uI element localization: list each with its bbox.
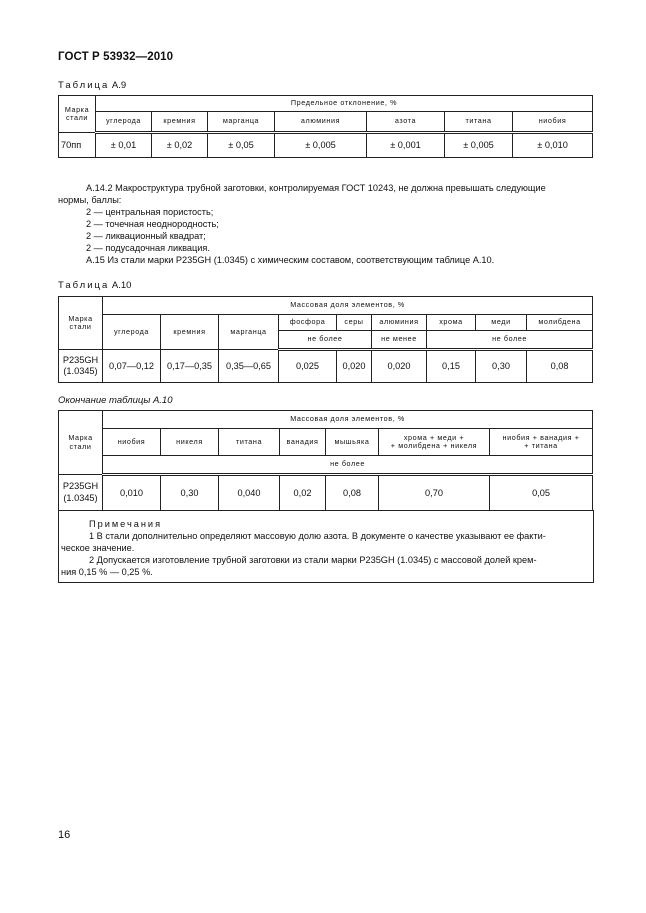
caption-word: Таблица: [58, 280, 110, 291]
table-cell: 0,02: [280, 475, 326, 511]
column-header: углерода: [96, 112, 152, 133]
column-header: меди: [476, 315, 527, 331]
table-cell: 0,07—0,12: [103, 350, 161, 383]
table-a10-end-caption: Окончание таблицы А.10: [58, 395, 173, 406]
mark-header: Марка стали: [59, 96, 96, 133]
table-cell: 0,040: [219, 475, 280, 511]
column-header: фосфора: [279, 315, 337, 331]
table-cell: 0,15: [427, 350, 476, 383]
table-cell: ± 0,005: [275, 133, 367, 158]
mark-header: Марка стали: [59, 411, 103, 475]
table-a9-caption: [58, 80, 126, 91]
list-item: 2 — ликвационный квадрат;: [86, 231, 206, 241]
mark-header: Марка стали: [59, 297, 103, 350]
table-cell: 0,35—0,65: [219, 350, 279, 383]
column-header: ванадия: [280, 429, 326, 456]
steel-grade-cell: 70пп: [59, 133, 96, 158]
column-header: ниобия: [513, 112, 593, 133]
note-2-cont: ния 0,15 % — 0,25 %.: [61, 567, 153, 577]
table-cell: 0,010: [103, 475, 161, 511]
column-header-sum: ниобия + ванадия + + титана: [490, 429, 593, 456]
table-cell: 0,020: [337, 350, 372, 383]
table-a9: [58, 95, 593, 158]
table-cell: 0,08: [326, 475, 379, 511]
column-header: ниобия: [103, 429, 161, 456]
table-a10: [58, 296, 593, 383]
list-item: 2 — подусадочная ликвация.: [86, 243, 210, 253]
caption-number: А.10: [111, 280, 132, 291]
note-2: 2 Допускается изготовление трубной заготовки из стали марки P235GH (1.0345) с массовой долей крем-: [89, 555, 537, 565]
page-number: 16: [58, 829, 71, 841]
table-a10-caption: [58, 280, 131, 291]
paragraph-a14-2: А.14.2 Макроструктура трубной заготовки, контролируемая ГОСТ 10243, не должна превышать следующие: [86, 183, 546, 193]
column-header: марганца: [208, 112, 275, 133]
table-cell: ± 0,001: [367, 133, 445, 158]
table-cell: ± 0,05: [208, 133, 275, 158]
column-header-sum: хрома + меди + + молибдена + никеля: [379, 429, 490, 456]
column-header: титана: [445, 112, 513, 133]
limit-header: не более: [427, 331, 593, 350]
column-header: мышьяка: [326, 429, 379, 456]
column-header: хрома: [427, 315, 476, 331]
paragraph-a15: А.15 Из стали марки P235GH (1.0345) с химическим составом, соответствующим таблице А.10.: [86, 255, 495, 265]
table-cell: ± 0,01: [96, 133, 152, 158]
column-header: алюминия: [372, 315, 427, 331]
column-header: кремния: [152, 112, 208, 133]
caption-number: А.9: [111, 80, 127, 91]
table-cell: ± 0,005: [445, 133, 513, 158]
group-header: Массовая доля элементов, %: [103, 297, 593, 315]
notes-title: Примечания: [89, 519, 163, 529]
table-cell: 0,025: [279, 350, 337, 383]
table-cell: 0,30: [476, 350, 527, 383]
list-item: 2 — точечная неоднородность;: [86, 219, 219, 229]
group-header: Массовая доля элементов, %: [103, 411, 593, 429]
note-1: 1 В стали дополнительно определяют массовую долю азота. В документе о качестве указывают ее факти-: [89, 531, 546, 541]
table-cell: 0,30: [161, 475, 219, 511]
column-header: никеля: [161, 429, 219, 456]
steel-grade-cell: P235GH (1.0345): [59, 475, 103, 511]
column-header: титана: [219, 429, 280, 456]
column-header: азота: [367, 112, 445, 133]
table-cell: 0,17—0,35: [161, 350, 219, 383]
steel-grade-cell: P235GH (1.0345): [59, 350, 103, 383]
column-header: молибдена: [527, 315, 593, 331]
table-cell: ± 0,02: [152, 133, 208, 158]
column-header: серы: [337, 315, 372, 331]
document-id: ГОСТ Р 53932—2010: [58, 51, 174, 63]
column-header: углерода: [103, 315, 161, 350]
notes-box: [58, 510, 594, 583]
limit-header: не более: [103, 456, 593, 475]
limit-header: не более: [279, 331, 372, 350]
table-cell: 0,05: [490, 475, 593, 511]
note-1-cont: ческое значение.: [61, 543, 135, 553]
table-cell: 0,08: [527, 350, 593, 383]
paragraph-a14-2-cont: нормы, баллы:: [58, 195, 122, 205]
caption-word: Таблица: [58, 80, 110, 91]
limit-header: не менее: [372, 331, 427, 350]
column-header: кремния: [161, 315, 219, 350]
table-a10-end: [58, 410, 593, 511]
column-header: марганца: [219, 315, 279, 350]
column-header: алюминия: [275, 112, 367, 133]
group-header: Предельное отклонение, %: [96, 96, 593, 112]
table-cell: 0,70: [379, 475, 490, 511]
list-item: 2 — центральная пористость;: [86, 207, 214, 217]
table-cell: ± 0,010: [513, 133, 593, 158]
table-cell: 0,020: [372, 350, 427, 383]
